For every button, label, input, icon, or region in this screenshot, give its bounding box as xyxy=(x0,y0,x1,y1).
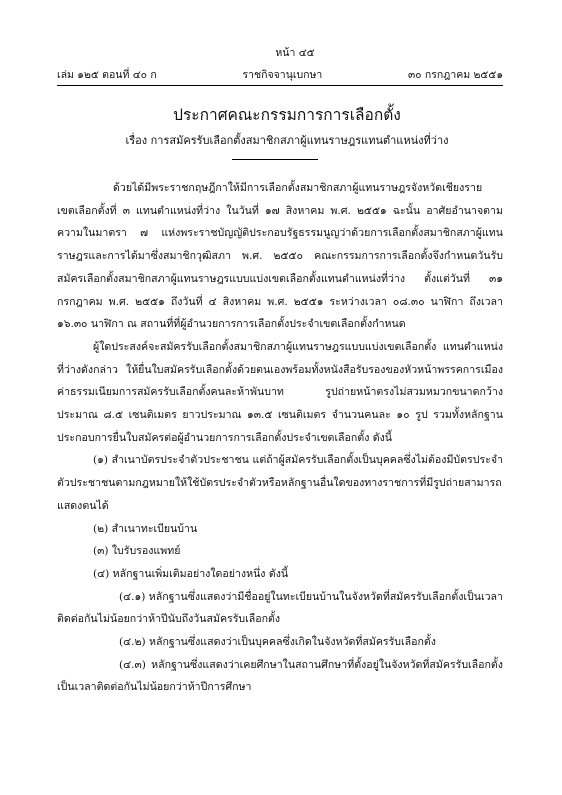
paragraph-requirements: ผู้ใดประสงค์จะสมัครรับเลือกตั้งสมาชิกสภาผู้แทนราษฎรแบบแบ่งเขตเลือกตั้ง แทนตำแหน่งที่ว่างดังกล่าว ให้ยื่นใบสมัครรับเลือกตั้งด้วยตนเองพร้อมทั้งหนังสือรับรองของหัวหน้าพรรคการเมือง ค่าธรรมเนียมการสมัครรับเลือกตั้งคนละห้าพันบาท รูปถ่ายหน้าตรงไม่สวมหมวกขนาดกว้างประมาณ ๘.๕ เซนติเมตร ยาวประมาณ ๑๓.๕ เซนติเมตร จำนวนคนละ ๑๐ รูป รวมทั้งหลักฐานประกอบการยื่นใบสมัครต่อผู้อำนวยการการเลือกตั้งประจำเขตเลือกตั้ง ดังนี้ xyxy=(57,340,503,444)
announcement-subject: เรื่อง การสมัครรับเลือกตั้งสมาชิกสภาผู้แทนราษฎรแทนตำแหน่งที่ว่าง xyxy=(125,134,449,147)
gazette-header xyxy=(57,66,503,83)
list-item: (๓) ใบรับรองแพทย์ xyxy=(93,545,181,558)
paragraph-intro: ด้วยได้มีพระราชกฤษฎีกาให้มีการเลือกตั้งสมาชิกสภาผู้แทนราษฎรจังหวัดเชียงราย เขตเลือกตั้งที่ ๓ แทนตำแหน่งที่ว่าง ในวันที่ ๑๗ สิงหาคม พ.ศ. ๒๕๕๑ ฉะนั้น อาศัยอำนาจตามความในมาตรา ๗ แห่งพระราชบัญญัติประกอบรัฐธรรมนูญว่าด้วยการเลือกตั้งสมาชิกสภาผู้แทนราษฎรและการได้มาซึ่งสมาชิกวุฒิสภา พ.ศ. ๒๕๕๐ คณะกรรมการการเลือกตั้งจึงกำหนดวันรับสมัครเลือกตั้งสมาชิกสภาผู้แทนราษฎรแบบแบ่งเขตเลือกตั้งแทนตำแหน่งที่ว่าง ตั้งแต่วันที่ ๓๑ กรกฎาคม พ.ศ. ๒๕๕๑ ถึงวันที่ ๔ สิงหาคม พ.ศ. ๒๕๕๑ ระหว่างเวลา ๐๘.๓๐ นาฬิกา ถึงเวลา ๑๖.๓๐ นาฬิกา ณ สถานที่ที่ผู้อำนวยการการเลือกตั้งประจำเขตเลือกตั้งกำหนด xyxy=(57,182,503,331)
announcement-title: ประกาศคณะกรรมการการเลือกตั้ง xyxy=(173,106,401,124)
list-item: (๒) สำเนาทะเบียนบ้าน xyxy=(93,522,198,535)
subject-divider xyxy=(232,159,318,160)
volume-issue: เล่ม ๑๒๕ ตอนที่ ๔๐ ก xyxy=(57,69,157,81)
gazette-name: ราชกิจจานุเบกษา xyxy=(242,69,323,81)
list-item: (๔) หลักฐานเพิ่มเติมอย่างใดอย่างหนึ่ง ดังนี้ xyxy=(93,567,289,580)
header-divider xyxy=(57,85,503,86)
sub-list-item: (๔.๓) หลักฐานซึ่งแสดงว่าเคยศึกษาในสถานศึกษาที่ตั้งอยู่ในจังหวัดที่สมัครรับเลือกตั้งเป็นเวลาติดต่อกันไม่น้อยกว่าห้าปีการศึกษา xyxy=(57,658,503,694)
sub-list-item: (๔.๒) หลักฐานซึ่งแสดงว่าเป็นบุคคลซึ่งเกิดในจังหวัดที่สมัครรับเลือกตั้ง xyxy=(119,636,436,649)
list-item: (๑) สำเนาบัตรประจำตัวประชาชน แต่ถ้าผู้สมัครรับเลือกตั้งเป็นบุคคลซึ่งไม่ต้องมีบัตรประจำตัวประชาชนตามกฎหมายให้ใช้บัตรประจำตัวหรือหลักฐานอื่นใดของทางราชการที่มีรูปถ่ายสามารถแสดงตนได้ xyxy=(57,454,503,512)
publication-date: ๓๐ กรกฎาคม ๒๕๕๑ xyxy=(408,69,503,81)
announcement-body xyxy=(57,177,503,699)
sub-list-item: (๔.๑) หลักฐานซึ่งแสดงว่ามีชื่ออยู่ในทะเบียนบ้านในจังหวัดที่สมัครรับเลือกตั้งเป็นเวลาติดต่อกันไม่น้อยกว่าห้าปีนับถึงวันสมัครรับเลือกตั้ง xyxy=(57,590,503,626)
page-number: หน้า ๔๕ xyxy=(275,47,315,59)
